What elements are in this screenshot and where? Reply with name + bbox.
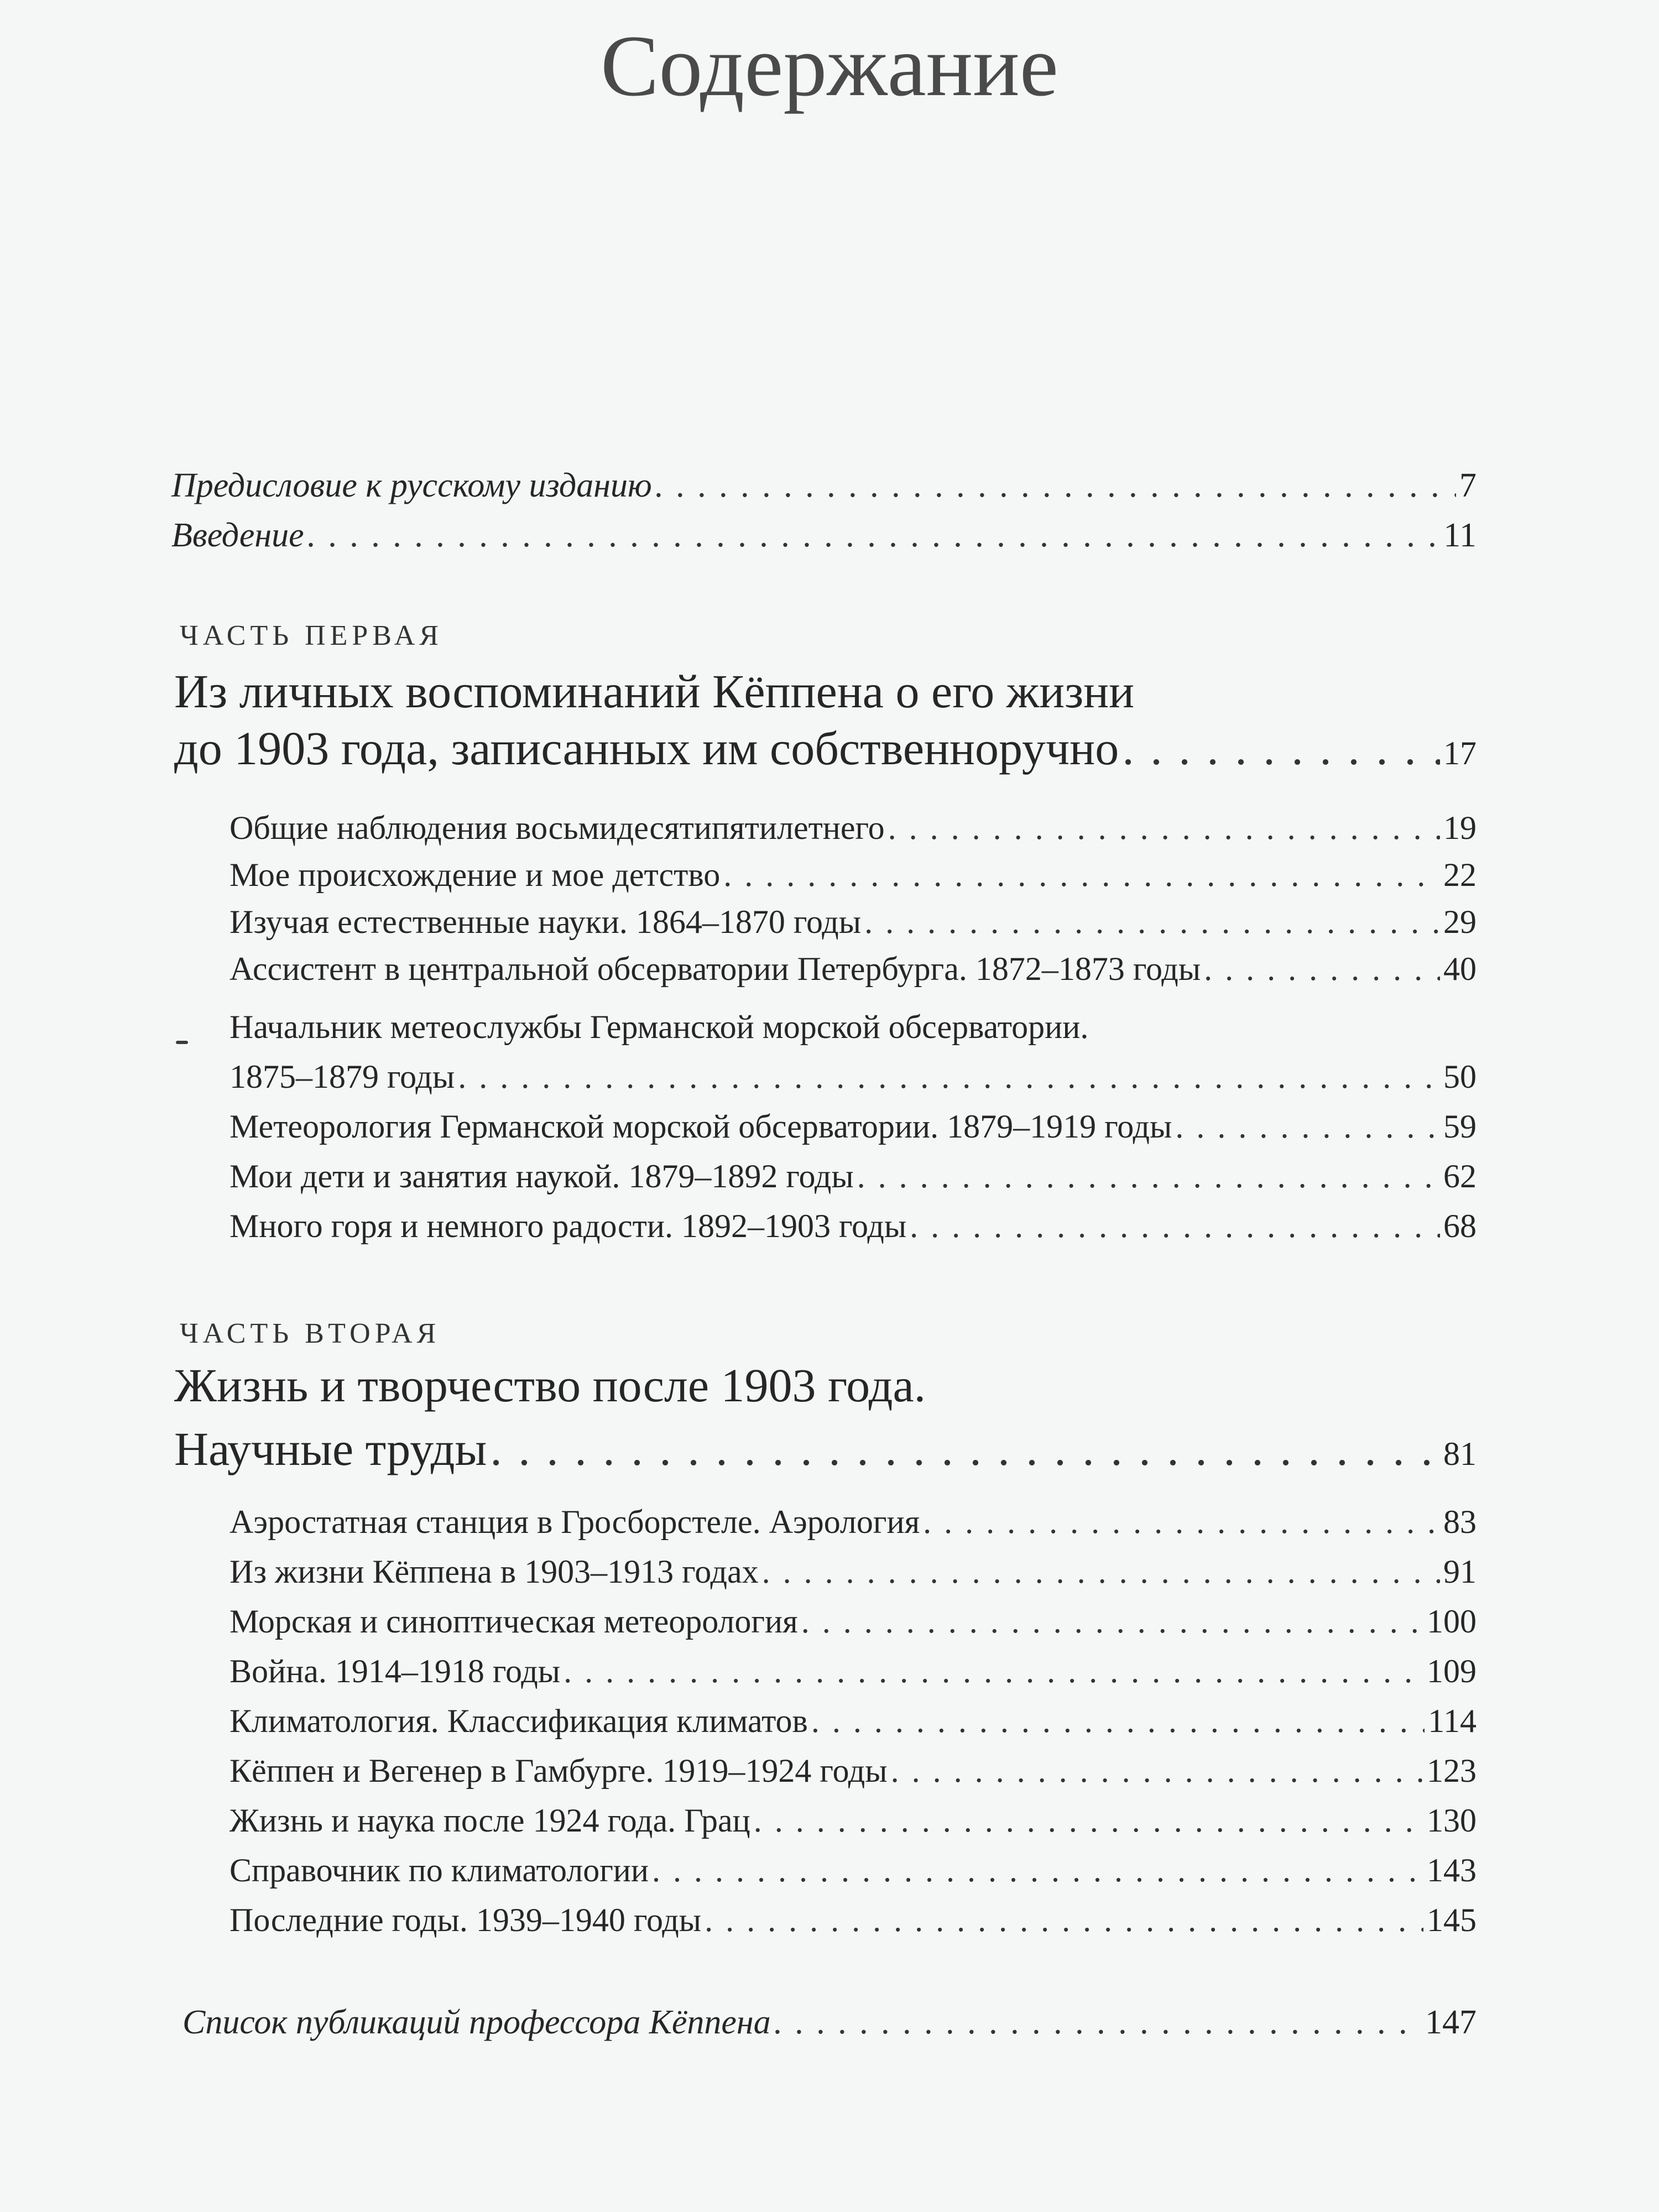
toc-entry-introduction[interactable] [171, 513, 1477, 557]
entry-title: Предисловие к русскому изданию [171, 467, 652, 504]
entry-title: до 1903 года, записанных им собственноручно [174, 722, 1119, 775]
entry-page: 68 [1443, 1208, 1477, 1244]
part-two-label: ЧАСТЬ ВТОРАЯ [180, 1318, 441, 1349]
dot-leader [811, 1699, 1425, 1743]
entry-page: 114 [1428, 1703, 1477, 1739]
toc-entry-part-one[interactable] [174, 718, 1477, 779]
toc-entry-chapter[interactable] [229, 1154, 1477, 1198]
entry-page: 109 [1427, 1653, 1477, 1689]
toc-entry-chapter[interactable] [229, 1798, 1477, 1843]
toc-entry-chapter[interactable] [229, 1500, 1477, 1544]
dot-leader [307, 513, 1441, 557]
part-one-title-line1: Из личных воспоминаний Кёппена о его жизни [174, 665, 1135, 718]
toc-entry-chapter[interactable] [229, 900, 1477, 944]
dot-leader [857, 1154, 1440, 1198]
entry-title: Научные труды [174, 1422, 487, 1475]
entry-title: Аэростатная станция в Гросборстеле. Аэрология [229, 1504, 920, 1540]
entry-title: Морская и синоптическая метеорология [229, 1603, 798, 1640]
dot-leader [490, 1418, 1440, 1479]
entry-page: 22 [1443, 857, 1477, 893]
entry-page: 81 [1443, 1436, 1477, 1472]
dot-leader [801, 1599, 1423, 1644]
entry-title: Климатология. Классификация климатов [229, 1703, 808, 1739]
entry-page: 40 [1443, 951, 1477, 987]
part-two-title-line1: Жизнь и творчество после 1903 года. [174, 1359, 926, 1412]
entry-title: Введение [171, 517, 304, 554]
toc-entry-part-two[interactable] [174, 1418, 1477, 1479]
toc-entry-chapter[interactable] [229, 1204, 1477, 1248]
dot-leader [705, 1898, 1423, 1942]
entry-page: 143 [1427, 1852, 1477, 1888]
dot-leader [923, 1500, 1440, 1544]
toc-entry-chapter[interactable] [229, 1699, 1477, 1743]
toc-entry-chapter[interactable] [229, 1550, 1477, 1594]
entry-title: Из жизни Кёппена в 1903–1913 годах [229, 1553, 759, 1590]
toc-entry-chapter[interactable] [229, 1055, 1477, 1099]
dot-leader [458, 1055, 1440, 1099]
entry-page: 130 [1427, 1802, 1477, 1839]
dot-leader [655, 463, 1456, 508]
entry-title: Жизнь и наука после 1924 года. Грац [229, 1802, 750, 1839]
dot-leader [1204, 947, 1440, 991]
entry-title: Метеорология Германской морской обсерватории. 1879–1919 годы [229, 1108, 1172, 1145]
entry-page: 11 [1443, 517, 1477, 554]
dot-leader [1175, 1104, 1440, 1149]
toc-entry-chapter[interactable] [229, 1749, 1477, 1793]
toc-entry-preface[interactable] [171, 463, 1477, 508]
entry-page: 7 [1459, 467, 1477, 504]
dot-leader [754, 1798, 1423, 1843]
entry-title: 1875–1879 годы [229, 1058, 455, 1095]
entry-page: 123 [1427, 1752, 1477, 1789]
toc-entry-chapter[interactable] [229, 806, 1477, 850]
entry-title: Справочник по климатологии [229, 1852, 649, 1888]
entry-title: Мое происхождение и мое детство [229, 857, 721, 893]
dot-leader [1122, 718, 1440, 779]
entry-page: 147 [1425, 2004, 1477, 2041]
entry-page: 29 [1443, 904, 1477, 940]
entry-page: 59 [1443, 1108, 1477, 1145]
page-title: Содержание [601, 18, 1058, 114]
entry-title: Много горя и немного радости. 1892–1903 годы [229, 1208, 907, 1244]
dot-leader [774, 2000, 1422, 2044]
entry-page: 145 [1427, 1902, 1477, 1938]
toc-entry-chapter[interactable] [229, 853, 1477, 897]
dot-leader [652, 1848, 1423, 1892]
entry-page: 91 [1443, 1553, 1477, 1590]
toc-entry-chapter-line1[interactable]: Начальник метеослужбы Германской морской обсерватории. [229, 1009, 1089, 1045]
toc-entry-chapter[interactable] [229, 1649, 1477, 1693]
toc-entry-chapter[interactable] [229, 1898, 1477, 1942]
dot-leader [723, 853, 1440, 897]
entry-page: 17 [1443, 735, 1477, 771]
entry-title: Мои дети и занятия наукой. 1879–1892 годы [229, 1158, 854, 1194]
entry-page: 100 [1427, 1603, 1477, 1640]
toc-entry-chapter[interactable] [229, 1104, 1477, 1149]
entry-page: 50 [1443, 1058, 1477, 1095]
part-one-label: ЧАСТЬ ПЕРВАЯ [180, 620, 443, 651]
dot-leader [910, 1204, 1440, 1248]
entry-title: Список публикаций профессора Кёппена [182, 2004, 771, 2041]
entry-title: Кёппен и Вегенер в Гамбурге. 1919–1924 годы [229, 1752, 888, 1789]
entry-page: 83 [1443, 1504, 1477, 1540]
margin-mark [176, 1041, 188, 1044]
entry-title: Последние годы. 1939–1940 годы [229, 1902, 702, 1938]
entry-title: Война. 1914–1918 годы [229, 1653, 561, 1689]
entry-page: 19 [1443, 810, 1477, 846]
dot-leader [864, 900, 1440, 944]
dot-leader [762, 1550, 1440, 1594]
entry-title: Общие наблюдения восьмидесятипятилетнего [229, 810, 885, 846]
toc-entry-chapter[interactable] [229, 947, 1477, 991]
toc-entry-chapter[interactable] [229, 1599, 1477, 1644]
entry-title: Изучая естественные науки. 1864–1870 годы [229, 904, 862, 940]
toc-entry-publications[interactable] [182, 2000, 1477, 2044]
entry-title: Ассистент в центральной обсерватории Петербурга. 1872–1873 годы [229, 951, 1201, 987]
dot-leader [891, 1749, 1423, 1793]
toc-entry-chapter[interactable] [229, 1848, 1477, 1892]
entry-page: 62 [1443, 1158, 1477, 1194]
dot-leader [564, 1649, 1423, 1693]
dot-leader [888, 806, 1440, 850]
